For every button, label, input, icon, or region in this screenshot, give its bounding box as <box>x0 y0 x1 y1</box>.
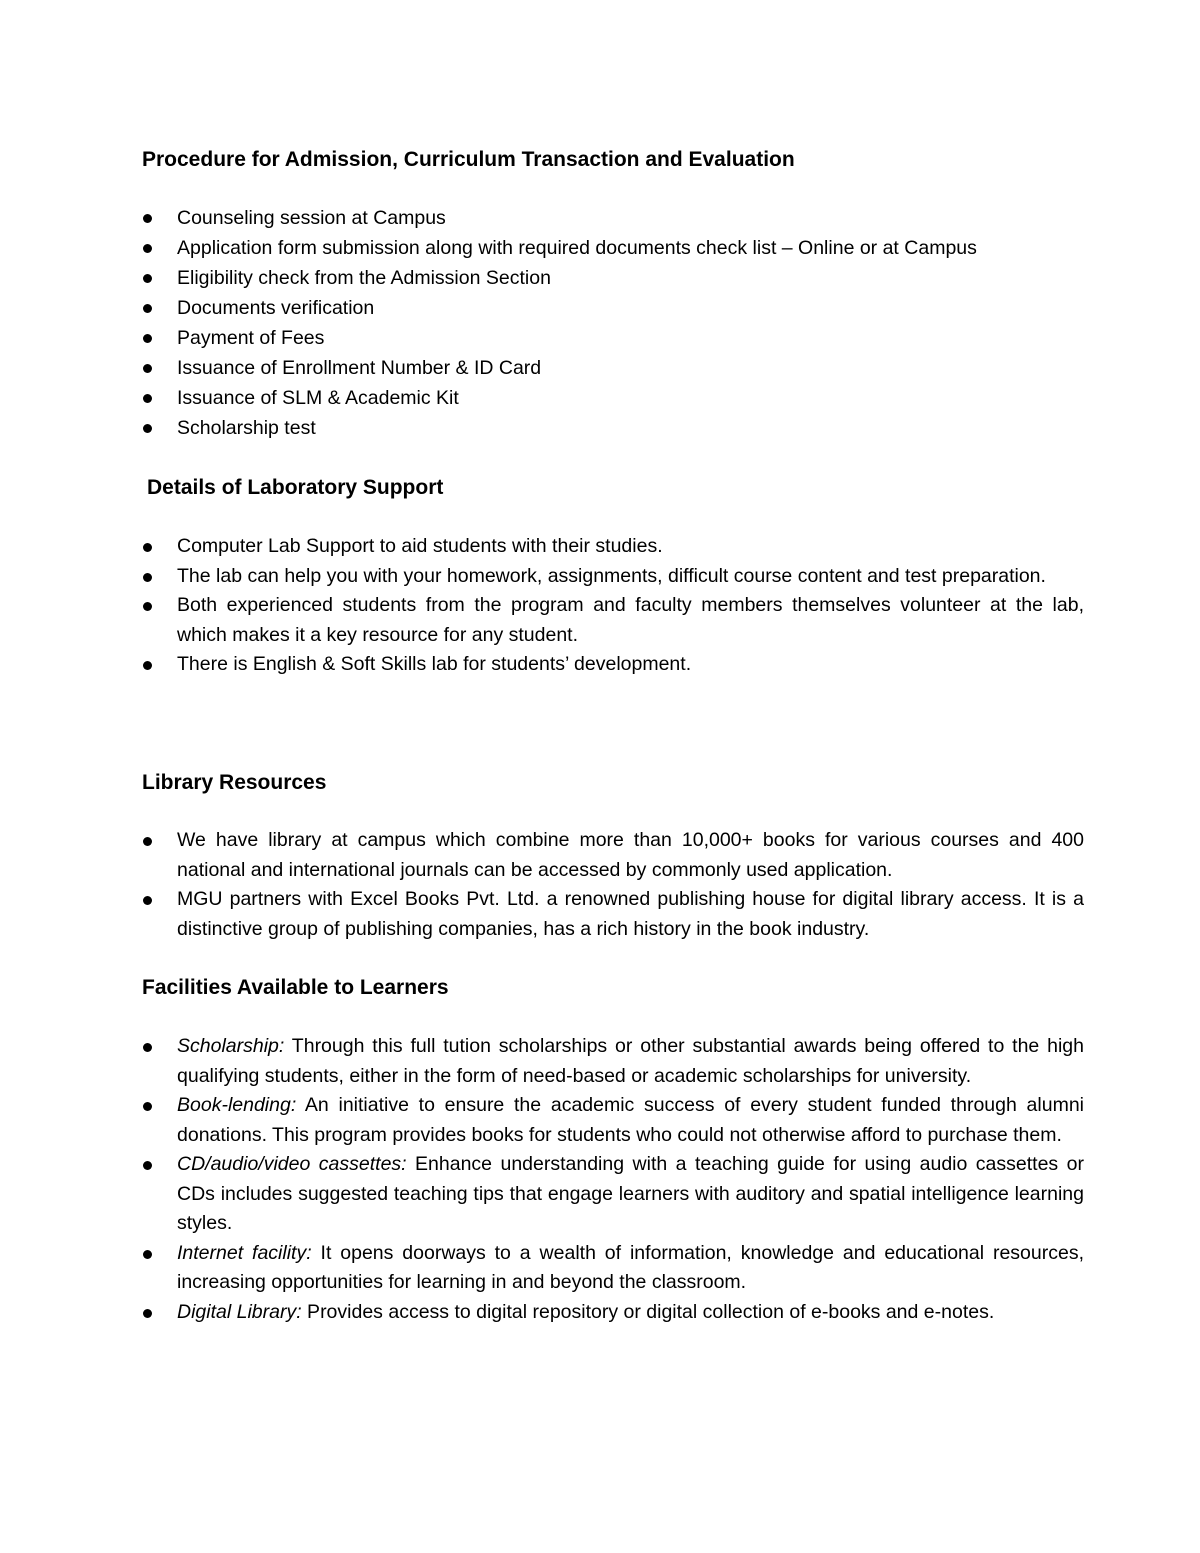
bullet-icon <box>143 394 152 403</box>
bullet-icon <box>143 1102 152 1111</box>
bullet-icon <box>143 424 152 433</box>
bullet-icon <box>143 573 152 582</box>
list-item: Scholarship: Through this full tution scholarships or other substantial awards being offered to the high qualifying students, either in the form of need-based or academic scholarships for university. <box>0 1032 1200 1091</box>
bullet-icon <box>143 661 152 670</box>
bullet-icon <box>143 274 152 283</box>
facility-term: Internet facility: <box>177 1241 312 1264</box>
list-item: There is English & Soft Skills lab for students’ development. <box>0 650 1200 680</box>
bullet-icon <box>143 334 152 343</box>
facility-term: CD/audio/video cassettes: <box>177 1153 407 1175</box>
list-item: Digital Library: Provides access to digital repository or digital collection of e-books and e-notes. <box>0 1298 1200 1328</box>
list-item: Both experienced students from the program and faculty members themselves volunteer at the lab, which makes it a key resource for any student. <box>0 591 1200 650</box>
section-heading-laboratory: Details of Laboratory Support <box>147 476 444 499</box>
section-heading-admission: Procedure for Admission, Curriculum Transaction and Evaluation <box>142 148 795 171</box>
bullet-icon <box>143 244 152 253</box>
bullet-icon <box>143 1161 152 1170</box>
bullet-icon <box>143 896 152 905</box>
bullet-icon <box>143 364 152 373</box>
facility-term: Book-lending: <box>177 1094 297 1116</box>
bullet-icon <box>143 837 152 846</box>
list-item: Issuance of Enrollment Number & ID Card <box>0 353 1200 383</box>
list-item: Eligibility check from the Admission Section <box>0 263 1200 293</box>
bullet-icon <box>143 304 152 313</box>
bullet-icon <box>143 214 152 223</box>
list-item: We have library at campus which combine more than 10,000+ books for various courses and 400 national and international journals can be accessed by commonly used application. <box>0 826 1200 885</box>
laboratory-list <box>0 532 1200 680</box>
list-item: Book-lending: An initiative to ensure the academic success of every student funded through alumni donations. This program provides books for students who could not otherwise afford to purchase them. <box>0 1091 1200 1150</box>
admission-list <box>0 203 1200 443</box>
list-item: The lab can help you with your homework, assignments, difficult course content and test preparation. <box>0 562 1200 592</box>
list-item: CD/audio/video cassettes: Enhance understanding with a teaching guide for using audio cassettes or CDs includes suggested teaching tips that engage learners with auditory and spatial intelligence learning styles. <box>0 1150 1200 1239</box>
list-item: Internet facility: It opens doorways to a wealth of information, knowledge and educational resources, increasing opportunities for learning in and beyond the classroom. <box>0 1239 1200 1298</box>
list-item: Computer Lab Support to aid students with their studies. <box>0 532 1200 562</box>
library-list <box>0 826 1200 944</box>
list-item: MGU partners with Excel Books Pvt. Ltd. a renowned publishing house for digital library access. It is a distinctive group of publishing companies, has a rich history in the book industry. <box>0 885 1200 944</box>
list-item: Scholarship test <box>0 413 1200 443</box>
list-item: Application form submission along with required documents check list – Online or at Campus <box>0 233 1200 263</box>
section-heading-facilities: Facilities Available to Learners <box>142 976 449 999</box>
facilities-list <box>0 1032 1200 1327</box>
list-item: Issuance of SLM & Academic Kit <box>0 383 1200 413</box>
list-item: Payment of Fees <box>0 323 1200 353</box>
facility-term: Scholarship: <box>177 1035 285 1057</box>
list-item: Documents verification <box>0 293 1200 323</box>
bullet-icon <box>143 1309 152 1318</box>
bullet-icon <box>143 1250 152 1259</box>
bullet-icon <box>143 543 152 552</box>
bullet-icon <box>143 602 152 611</box>
section-heading-library: Library Resources <box>142 771 327 794</box>
facility-term: Digital Library: <box>177 1300 302 1323</box>
bullet-icon <box>143 1043 152 1052</box>
list-item: Counseling session at Campus <box>0 203 1200 233</box>
